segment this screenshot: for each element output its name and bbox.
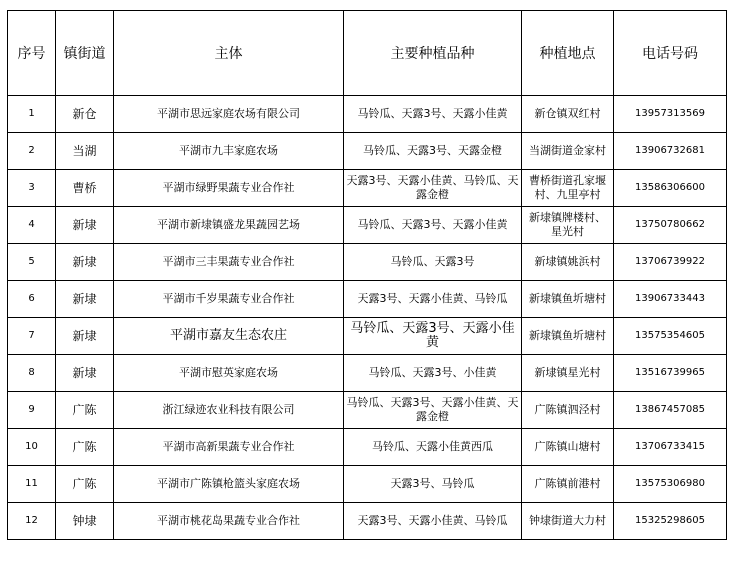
cell-phone: 13906733443 [614, 281, 727, 318]
cell-phone: 15325298605 [614, 503, 727, 540]
cell-phone: 13586306600 [614, 170, 727, 207]
cell-no: 9 [8, 392, 56, 429]
cell-varieties: 天露3号、天露小佳黄、马铃瓜 [344, 281, 522, 318]
cell-no: 4 [8, 207, 56, 244]
cell-varieties: 马铃瓜、天露3号、天露小佳黄、天露金橙 [344, 392, 522, 429]
cell-location: 广陈镇泗泾村 [522, 392, 614, 429]
cell-no: 6 [8, 281, 56, 318]
cell-entity: 平湖市绿野果蔬专业合作社 [114, 170, 344, 207]
cell-varieties: 天露3号、天露小佳黄、马铃瓜、天露金橙 [344, 170, 522, 207]
cell-entity: 平湖市新埭镇盛龙果蔬园艺场 [114, 207, 344, 244]
cell-town: 曹桥 [56, 170, 114, 207]
cell-varieties: 马铃瓜、天露3号、天露小佳黄 [344, 207, 522, 244]
cell-location: 钟埭街道大力村 [522, 503, 614, 540]
cell-phone: 13906732681 [614, 133, 727, 170]
table-row [8, 281, 727, 318]
cell-town: 新仓 [56, 96, 114, 133]
cell-phone: 13706733415 [614, 429, 727, 466]
cell-entity: 平湖市三丰果蔬专业合作社 [114, 244, 344, 281]
table-header-row [8, 11, 727, 96]
cell-town: 新埭 [56, 244, 114, 281]
cell-varieties: 马铃瓜、天露3号、小佳黄 [344, 355, 522, 392]
cell-entity: 平湖市高新果蔬专业合作社 [114, 429, 344, 466]
cell-varieties: 马铃瓜、天露3号、天露小佳黄 [344, 318, 522, 355]
table-row [8, 466, 727, 503]
cell-location: 新仓镇双红村 [522, 96, 614, 133]
cell-no: 12 [8, 503, 56, 540]
cell-entity: 平湖市嘉友生态农庄 [114, 318, 344, 355]
table-row [8, 429, 727, 466]
cell-no: 2 [8, 133, 56, 170]
cell-town: 当湖 [56, 133, 114, 170]
table-row [8, 392, 727, 429]
table-row [8, 133, 727, 170]
cell-town: 广陈 [56, 429, 114, 466]
cell-town: 新埭 [56, 207, 114, 244]
cell-entity: 平湖市九丰家庭农场 [114, 133, 344, 170]
cell-no: 8 [8, 355, 56, 392]
planting-table [7, 10, 727, 540]
cell-no: 1 [8, 96, 56, 133]
cell-no: 3 [8, 170, 56, 207]
table-row [8, 318, 727, 355]
cell-location: 新埭镇牌楼村、星光村 [522, 207, 614, 244]
cell-phone: 13750780662 [614, 207, 727, 244]
cell-location: 新埭镇鱼圻塘村 [522, 281, 614, 318]
cell-varieties: 马铃瓜、天露3号 [344, 244, 522, 281]
cell-entity: 浙江绿迹农业科技有限公司 [114, 392, 344, 429]
cell-town: 新埭 [56, 355, 114, 392]
cell-location: 当湖街道金家村 [522, 133, 614, 170]
cell-no: 11 [8, 466, 56, 503]
cell-town: 新埭 [56, 318, 114, 355]
cell-entity: 平湖市桃花岛果蔬专业合作社 [114, 503, 344, 540]
cell-town: 广陈 [56, 466, 114, 503]
cell-location: 广陈镇山塘村 [522, 429, 614, 466]
table-row [8, 355, 727, 392]
cell-location: 新埭镇星光村 [522, 355, 614, 392]
table-row [8, 207, 727, 244]
cell-town: 广陈 [56, 392, 114, 429]
cell-town: 钟埭 [56, 503, 114, 540]
cell-location: 新埭镇鱼圻塘村 [522, 318, 614, 355]
cell-entity: 平湖市慰英家庭农场 [114, 355, 344, 392]
cell-phone: 13957313569 [614, 96, 727, 133]
cell-no: 10 [8, 429, 56, 466]
table-row [8, 244, 727, 281]
cell-varieties: 天露3号、天露小佳黄、马铃瓜 [344, 503, 522, 540]
cell-entity: 平湖市思远家庭农场有限公司 [114, 96, 344, 133]
table-row [8, 170, 727, 207]
header-varieties: 主要种植品种 [344, 11, 522, 96]
cell-phone: 13575354605 [614, 318, 727, 355]
table-row [8, 96, 727, 133]
header-entity: 主体 [114, 11, 344, 96]
cell-entity: 平湖市千岁果蔬专业合作社 [114, 281, 344, 318]
cell-town: 新埭 [56, 281, 114, 318]
cell-location: 新埭镇姚浜村 [522, 244, 614, 281]
table-row [8, 503, 727, 540]
cell-no: 7 [8, 318, 56, 355]
header-phone: 电话号码 [614, 11, 727, 96]
cell-entity: 平湖市广陈镇枪篮头家庭农场 [114, 466, 344, 503]
cell-location: 曹桥街道孔家堰村、九里亭村 [522, 170, 614, 207]
cell-varieties: 马铃瓜、天露3号、天露金橙 [344, 133, 522, 170]
cell-varieties: 马铃瓜、天露小佳黄西瓜 [344, 429, 522, 466]
cell-phone: 13575306980 [614, 466, 727, 503]
cell-phone: 13706739922 [614, 244, 727, 281]
cell-phone: 13867457085 [614, 392, 727, 429]
cell-no: 5 [8, 244, 56, 281]
header-town: 镇街道 [56, 11, 114, 96]
cell-varieties: 马铃瓜、天露3号、天露小佳黄 [344, 96, 522, 133]
header-location: 种植地点 [522, 11, 614, 96]
cell-location: 广陈镇前港村 [522, 466, 614, 503]
header-no: 序号 [8, 11, 56, 96]
cell-varieties: 天露3号、马铃瓜 [344, 466, 522, 503]
cell-phone: 13516739965 [614, 355, 727, 392]
